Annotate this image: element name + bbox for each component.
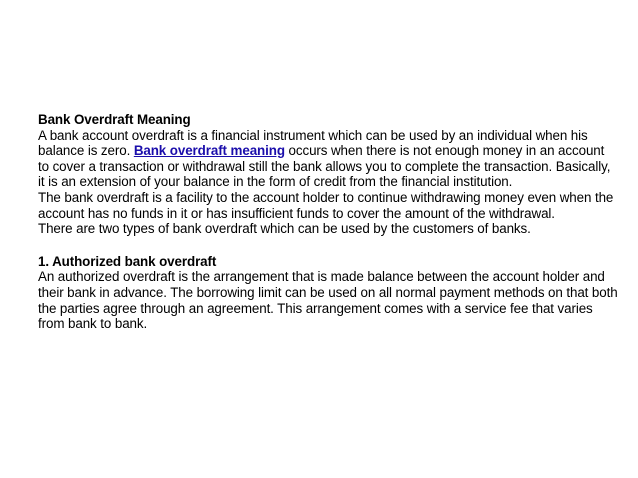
- paragraph-text: A bank account overdraft is a financial instrument which can be used by an individual when his balance is zero.: [38, 127, 588, 159]
- document-body: [38, 112, 618, 332]
- paragraph-text: occurs when there is not enough money in an account to cover a transaction or withdrawal still the bank allows you to complete the transaction. Basically, it is an extension of your balance in the form of credit from the financial institution.: [38, 143, 611, 190]
- section-heading-overdraft-meaning: Bank Overdraft Meaning: [38, 112, 191, 127]
- section-spacer: [38, 237, 618, 254]
- paragraph-types: There are two types of bank overdraft which can be used by the customers of banks.: [38, 221, 531, 237]
- bank-overdraft-meaning-link[interactable]: Bank overdraft meaning: [133, 143, 285, 159]
- paragraph-authorized: An authorized overdraft is the arrangement that is made balance between the account holder and their bank in advance. The borrowing limit can be used on all normal payment methods on that both the parties agree through an agreement. This arrangement comes with a service fee that varies from bank to bank.: [38, 269, 618, 332]
- paragraph-definition: [38, 128, 618, 190]
- section-heading-authorized-overdraft: 1. Authorized bank overdraft: [38, 253, 217, 269]
- paragraph-facility: The bank overdraft is a facility to the account holder to continue withdrawing money even when the account has no funds in it or has insufficient funds to cover the amount of the withdrawal.: [38, 189, 614, 221]
